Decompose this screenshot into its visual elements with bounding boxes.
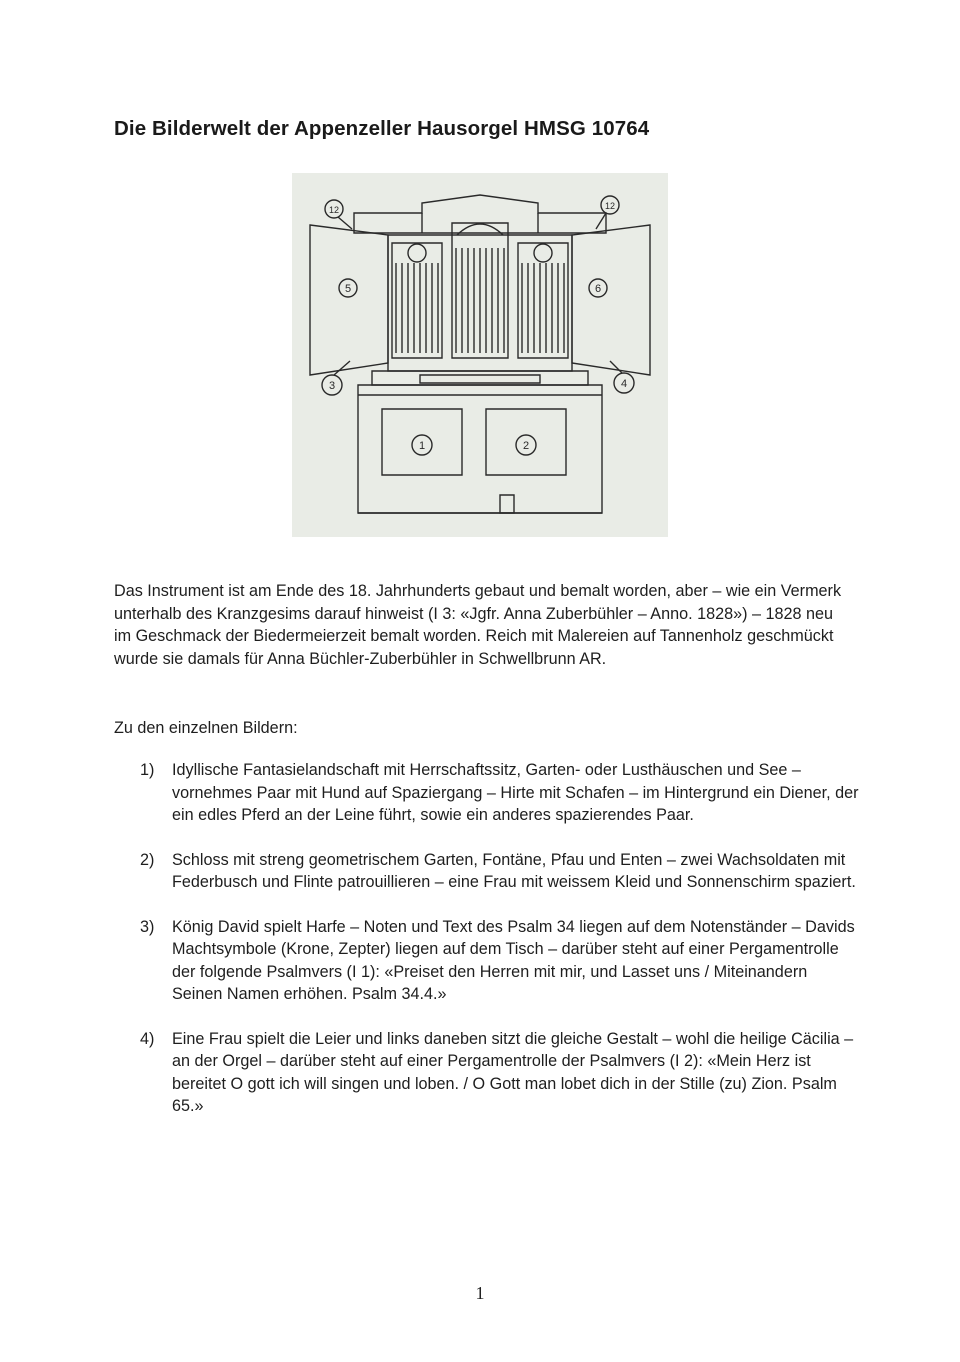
page-number: 1: [475, 1283, 485, 1303]
list-item-text: Idyllische Fantasielandschaft mit Herrschaftssitz, Garten- oder Lusthäuschen und See – vornehmes Paar mit Hund auf Spaziergang – Hirte mit Schafen – im Hintergrund ein Diener, der ein edles Pferd an der Leine führt, sowie ein anderes spazierendes Paar.: [172, 761, 859, 824]
list-lead: Zu den einzelnen Bildern:: [114, 719, 298, 737]
intro-paragraph: Das Instrument ist am Ende des 18. Jahrhunderts gebaut und bemalt worden, aber – wie ein Vermerk unterhalb des Kranzgesims darauf hinweist (I 3: «Jgfr. Anna Zuberbühler – Anno. 1828») – 1828 neu im Geschmack der Biedermeierzeit bemalt worden. Reich mit Malereien auf Tannenholz geschmückt wurde sie damals für Anna Büchler-Zuberbühler in Schwellbrunn AR.: [114, 582, 842, 668]
list-item-text: Schloss mit streng geometrischem Garten, Fontäne, Pfau und Enten – zwei Wachsoldaten mit Federbusch und Flinte patrouillieren – eine Frau mit weissem Kleid und Sonnenschirm spaziert.: [172, 850, 856, 891]
image-description-list: [140, 759, 860, 1140]
figure-label-3: 3: [328, 380, 336, 392]
list-item-text: Eine Frau spielt die Leier und links daneben sitzt die gleiche Gestalt – wohl die heilige Cäcilia – an der Orgel – darüber steht auf einer Pergamentrolle der Psalmvers (I 2): «Mein Herz ist bereitet O gott ich will singen und loben. / O Gott man lobet dich in der Stille (zu) Zion. Psalm 65.»: [172, 1029, 854, 1115]
list-item-text: König David spielt Harfe – Noten und Text des Psalm 34 liegen auf dem Notenständer – Davids Machtsymbole (Krone, Zepter) liegen auf dem Tisch – darüber steht auf einer Pergamentrolle der folgende Psalmvers (I 1): «Preiset den Herren mit mir, und Lasset uns / Miteinandern Seinen Namen erhöhen. Psalm 34.4.»: [172, 917, 855, 1003]
list-item: [140, 849, 860, 894]
figure-label-2: 2: [522, 440, 530, 452]
list-item-number: 2): [140, 850, 155, 869]
figure-label-4: 4: [620, 378, 628, 390]
list-item-number: 3): [140, 917, 155, 936]
figure-label-5: 5: [344, 283, 352, 295]
figure-label-1: 1: [418, 440, 426, 452]
organ-sketch-drawing: [292, 173, 668, 537]
list-item: [140, 1028, 860, 1118]
page-title: Die Bilderwelt der Appenzeller Hausorgel HMSG 10764: [114, 117, 650, 140]
figure-label-6: 6: [594, 283, 602, 295]
list-item: [140, 759, 860, 827]
list-item-number: 4): [140, 1029, 155, 1048]
figure-label-12-right: 12: [604, 201, 616, 211]
organ-sketch-figure: [292, 173, 668, 537]
figure-label-12-left: 12: [328, 205, 340, 215]
list-item-number: 1): [140, 761, 155, 779]
list-item: [140, 916, 860, 1006]
